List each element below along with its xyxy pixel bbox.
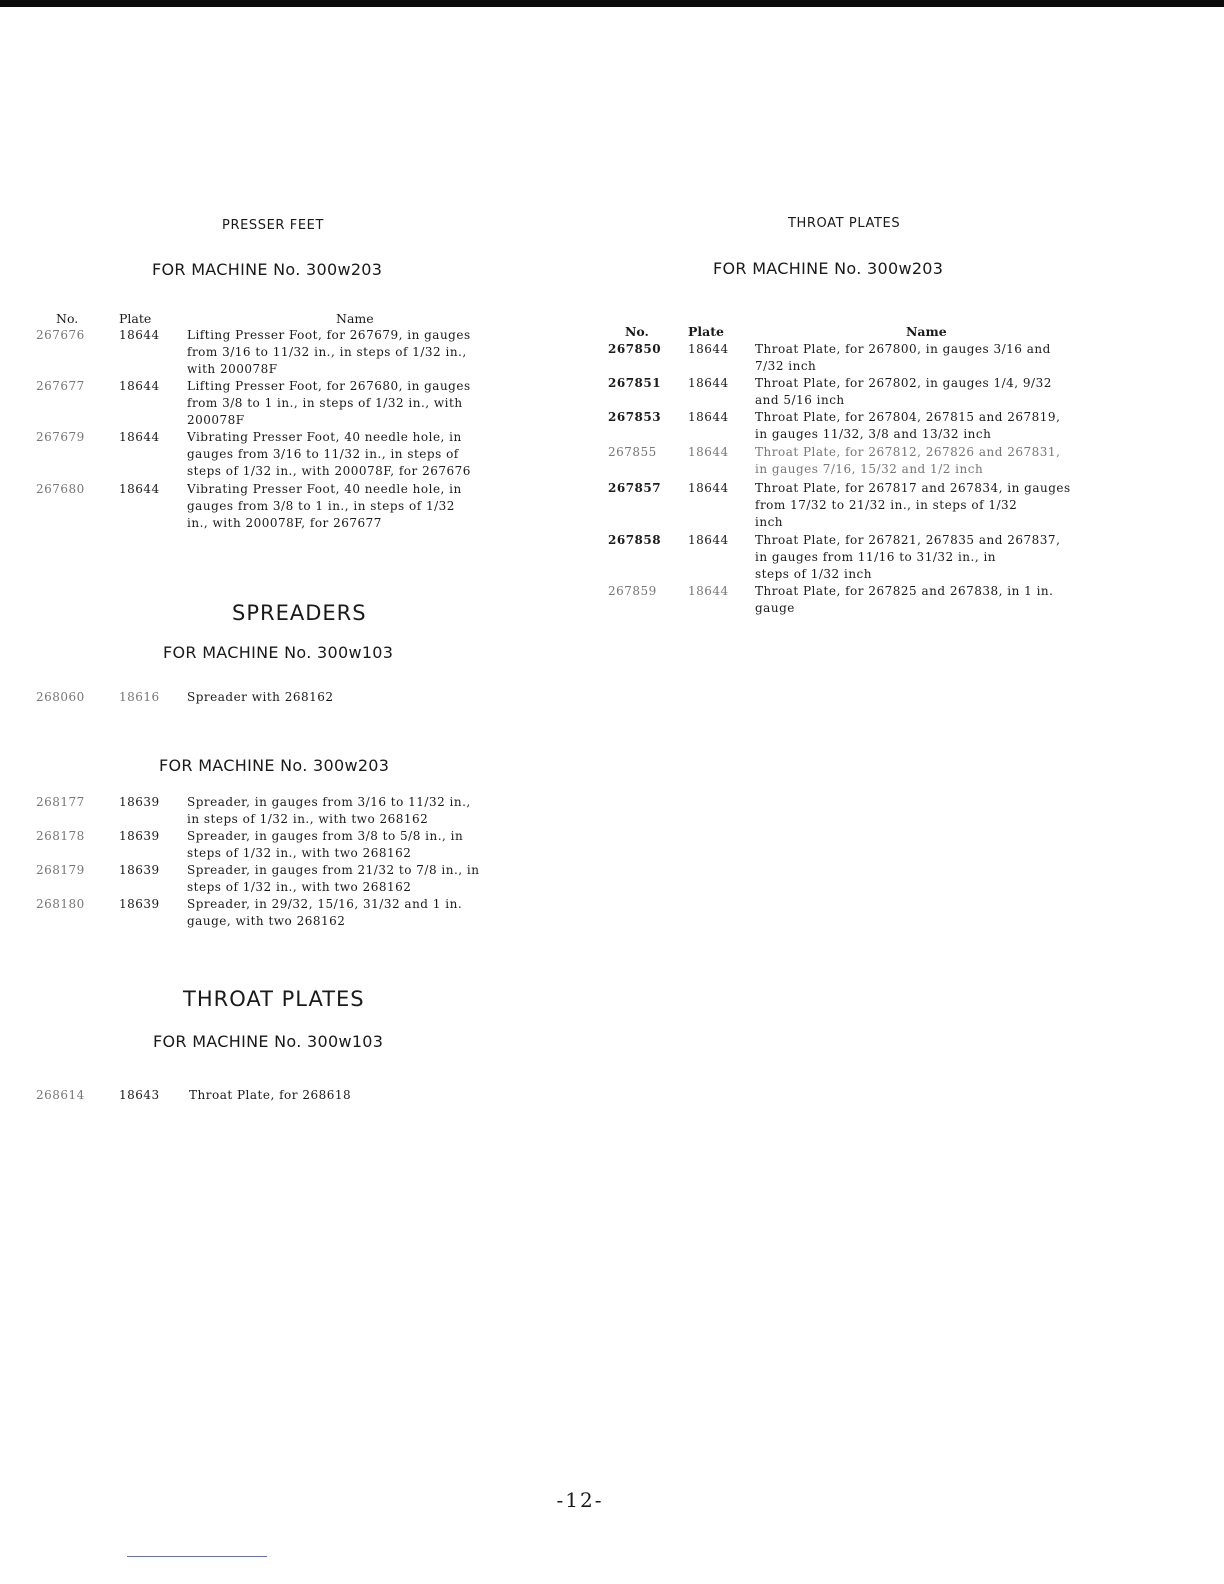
scan-top-bar bbox=[0, 0, 1224, 7]
part-number: 267680 bbox=[36, 482, 85, 496]
part-name: Spreader with 268162 bbox=[187, 690, 334, 704]
part-name: Throat Plate, for 267825 and 267838, in 1 in. gauge bbox=[755, 584, 1054, 615]
part-number: 268177 bbox=[36, 795, 85, 809]
part-name: Throat Plate, for 267802, in gauges 1/4, 9/32 and 5/16 inch bbox=[755, 376, 1052, 407]
part-number: 267677 bbox=[36, 379, 85, 393]
plate-number: 18639 bbox=[119, 863, 160, 877]
table-row bbox=[36, 896, 576, 930]
col-header-name: Name bbox=[906, 324, 947, 339]
table-row bbox=[608, 480, 1218, 532]
plate-number: 18644 bbox=[688, 342, 729, 356]
plate-number: 18639 bbox=[119, 897, 160, 911]
spreaders-heading: SPREADERS bbox=[232, 601, 367, 625]
presser-feet-table bbox=[36, 327, 576, 533]
table-row bbox=[608, 444, 1218, 480]
throat-plates-table-left bbox=[36, 1087, 576, 1104]
part-name: Throat Plate, for 267800, in gauges 3/16 and 7/32 inch bbox=[755, 342, 1051, 373]
part-name: Lifting Presser Foot, for 267679, in gauges from 3/16 to 11/32 in., in steps of 1/32 in., with 200078F bbox=[187, 328, 471, 376]
table-row bbox=[608, 532, 1218, 583]
table-row bbox=[36, 689, 576, 706]
presser-feet-machine-heading: FOR MACHINE No. 300w203 bbox=[152, 260, 383, 279]
part-name: Throat Plate, for 267821, 267835 and 267837, in gauges from 11/16 to 31/32 in., in steps of 1/32 inch bbox=[755, 533, 1061, 581]
table-row bbox=[36, 429, 576, 481]
throat-plates-machine-heading-right: FOR MACHINE No. 300w203 bbox=[713, 259, 944, 278]
part-name: Spreader, in gauges from 3/8 to 5/8 in., in steps of 1/32 in., with two 268162 bbox=[187, 829, 464, 860]
throat-plates-machine-heading-left: FOR MACHINE No. 300w103 bbox=[153, 1032, 384, 1051]
plate-number: 18644 bbox=[119, 379, 160, 393]
part-number: 267859 bbox=[608, 584, 657, 598]
part-name: Lifting Presser Foot, for 267680, in gauges from 3/8 to 1 in., in steps of 1/32 in., with 200078F bbox=[187, 379, 471, 427]
page-number: -12- bbox=[556, 1488, 604, 1512]
part-number: 267679 bbox=[36, 430, 85, 444]
part-name: Vibrating Presser Foot, 40 needle hole, in gauges from 3/16 to 11/32 in., in steps of steps of 1/32 in., with 200078F, for 267676 bbox=[187, 430, 471, 478]
plate-number: 18644 bbox=[688, 584, 729, 598]
plate-number: 18616 bbox=[119, 690, 160, 704]
part-name: Spreader, in 29/32, 15/16, 31/32 and 1 in. gauge, with two 268162 bbox=[187, 897, 463, 928]
plate-number: 18643 bbox=[119, 1088, 160, 1102]
table-row bbox=[36, 828, 576, 862]
part-name: Throat Plate, for 268618 bbox=[189, 1088, 352, 1102]
part-name: Throat Plate, for 267817 and 267834, in gauges from 17/32 to 21/32 in., in steps of 1/32 inch bbox=[755, 481, 1071, 529]
table-row bbox=[36, 481, 576, 533]
spreaders-machine-heading-2: FOR MACHINE No. 300w203 bbox=[159, 756, 390, 775]
scan-footer-line bbox=[127, 1556, 267, 1557]
throat-plates-heading-left: THROAT PLATES bbox=[183, 987, 365, 1011]
throat-plates-heading-right: THROAT PLATES bbox=[788, 216, 901, 231]
col-header-no: No. bbox=[625, 324, 649, 339]
table-row bbox=[36, 378, 576, 429]
part-number: 268180 bbox=[36, 897, 85, 911]
part-number: 267676 bbox=[36, 328, 85, 342]
part-name: Spreader, in gauges from 21/32 to 7/8 in., in steps of 1/32 in., with two 268162 bbox=[187, 863, 480, 894]
part-name: Vibrating Presser Foot, 40 needle hole, in gauges from 3/8 to 1 in., in steps of 1/32 in., with 200078F, for 267677 bbox=[187, 482, 462, 530]
col-header-plate: Plate bbox=[119, 311, 152, 326]
plate-number: 18644 bbox=[688, 445, 729, 459]
table-row bbox=[608, 375, 1218, 409]
part-number: 267851 bbox=[608, 376, 662, 390]
part-number: 268614 bbox=[36, 1088, 85, 1102]
table-row bbox=[36, 1087, 576, 1104]
part-number: 268060 bbox=[36, 690, 85, 704]
plate-number: 18644 bbox=[688, 376, 729, 390]
plate-number: 18644 bbox=[119, 482, 160, 496]
throat-plates-table-right bbox=[608, 341, 1218, 617]
table-row bbox=[36, 862, 576, 896]
table-row bbox=[608, 583, 1218, 617]
part-number: 267858 bbox=[608, 533, 662, 547]
plate-number: 18644 bbox=[119, 328, 160, 342]
spreaders-machine-heading-1: FOR MACHINE No. 300w103 bbox=[163, 643, 394, 662]
part-name: Spreader, in gauges from 3/16 to 11/32 in., in steps of 1/32 in., with two 268162 bbox=[187, 795, 471, 826]
spreaders-table-1 bbox=[36, 689, 576, 706]
plate-number: 18644 bbox=[688, 481, 729, 495]
table-row bbox=[608, 409, 1218, 444]
part-number: 268178 bbox=[36, 829, 85, 843]
part-number: 268179 bbox=[36, 863, 85, 877]
part-name: Throat Plate, for 267812, 267826 and 267831, in gauges 7/16, 15/32 and 1/2 inch bbox=[755, 445, 1061, 476]
part-number: 267857 bbox=[608, 481, 662, 495]
table-row bbox=[608, 341, 1218, 375]
plate-number: 18639 bbox=[119, 829, 160, 843]
plate-number: 18644 bbox=[688, 533, 729, 547]
spreaders-table-2 bbox=[36, 794, 576, 930]
plate-number: 18639 bbox=[119, 795, 160, 809]
part-name: Throat Plate, for 267804, 267815 and 267819, in gauges 11/32, 3/8 and 13/32 inch bbox=[755, 410, 1061, 441]
col-header-no: No. bbox=[56, 311, 79, 326]
part-number: 267855 bbox=[608, 445, 657, 459]
plate-number: 18644 bbox=[119, 430, 160, 444]
part-number: 267850 bbox=[608, 342, 662, 356]
col-header-plate: Plate bbox=[688, 324, 724, 339]
part-number: 267853 bbox=[608, 410, 662, 424]
plate-number: 18644 bbox=[688, 410, 729, 424]
presser-feet-heading: PRESSER FEET bbox=[222, 218, 325, 233]
table-row bbox=[36, 794, 576, 828]
table-row bbox=[36, 327, 576, 378]
col-header-name: Name bbox=[336, 311, 374, 326]
